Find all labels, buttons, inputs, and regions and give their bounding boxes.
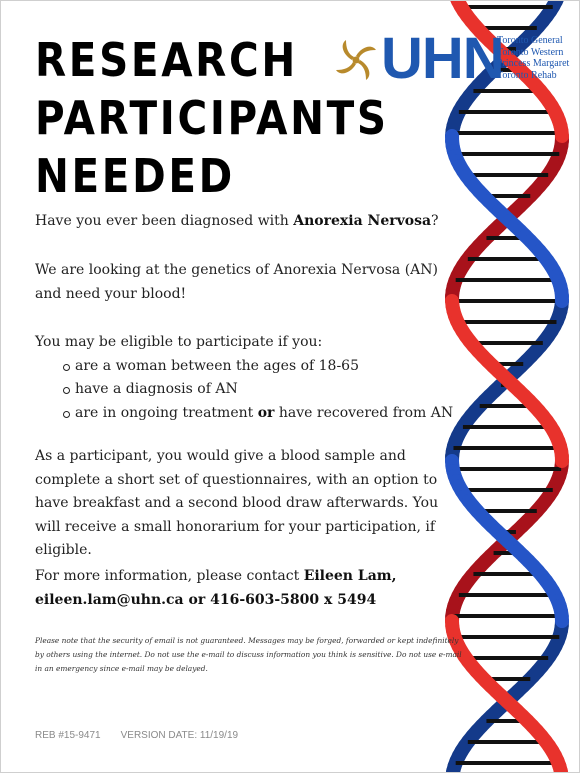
eligibility-item: are a woman between the ages of 18-65 <box>63 355 475 379</box>
headline-line: PARTICIPANTS <box>35 91 389 145</box>
eligibility-section <box>35 331 475 425</box>
eligibility-lead: You may be eligible to participate if you: <box>35 334 323 350</box>
uhn-site: Princess Margaret <box>497 58 570 69</box>
reb-number: REB #15-9471 <box>35 730 101 741</box>
footer <box>35 730 238 741</box>
participation-details: As a participant, you would give a blood sample and complete a short set of questionnaires, with an option to have breakfast and a second blood draw afterwards. You will receive a small honorarium for your participation, if eligible. <box>35 448 439 558</box>
headline-line: NEEDED <box>35 149 235 203</box>
uhn-logo <box>331 26 580 91</box>
headline-line: RESEARCH <box>35 33 298 87</box>
uhn-site: Toronto General <box>497 35 563 46</box>
eligibility-item: are in ongoing treatment or have recovered from AN <box>63 402 475 426</box>
uhn-site: Toronto Rehab <box>497 69 557 81</box>
contact-info: For more information, please contact Eileen Lam, eileen.lam@uhn.ca or 416-603-5800 x 5494 <box>35 568 397 608</box>
uhn-wordmark: UHN <box>381 26 504 91</box>
uhn-sites <box>497 35 569 81</box>
contact-phone: 416-603-5800 x 5494 <box>210 591 377 608</box>
uhn-site: Toronto Western <box>497 46 564 58</box>
uhn-swirl-icon <box>331 35 381 85</box>
eligibility-item: have a diagnosis of AN <box>63 378 475 402</box>
intro-question: Have you ever been diagnosed with Anorexia Nervosa? <box>35 213 439 229</box>
contact-name: Eileen Lam, <box>303 568 397 584</box>
eligibility-list <box>35 355 475 426</box>
study-purpose: We are looking at the genetics of Anorexia Nervosa (AN) and need your blood! <box>35 262 439 302</box>
contact-email-link[interactable]: eileen.lam@uhn.ca <box>35 591 184 608</box>
email-disclaimer: Please note that the security of email is not guaranteed. Messages may be forged, forwarded or kept indefinitely by others using the internet. Do not use the e-mail to discuss information you think is sensitive. Do not use e-mail in an emergency since e-mail may be delayed. <box>35 636 462 673</box>
version-date: VERSION DATE: 11/19/19 <box>120 730 239 741</box>
